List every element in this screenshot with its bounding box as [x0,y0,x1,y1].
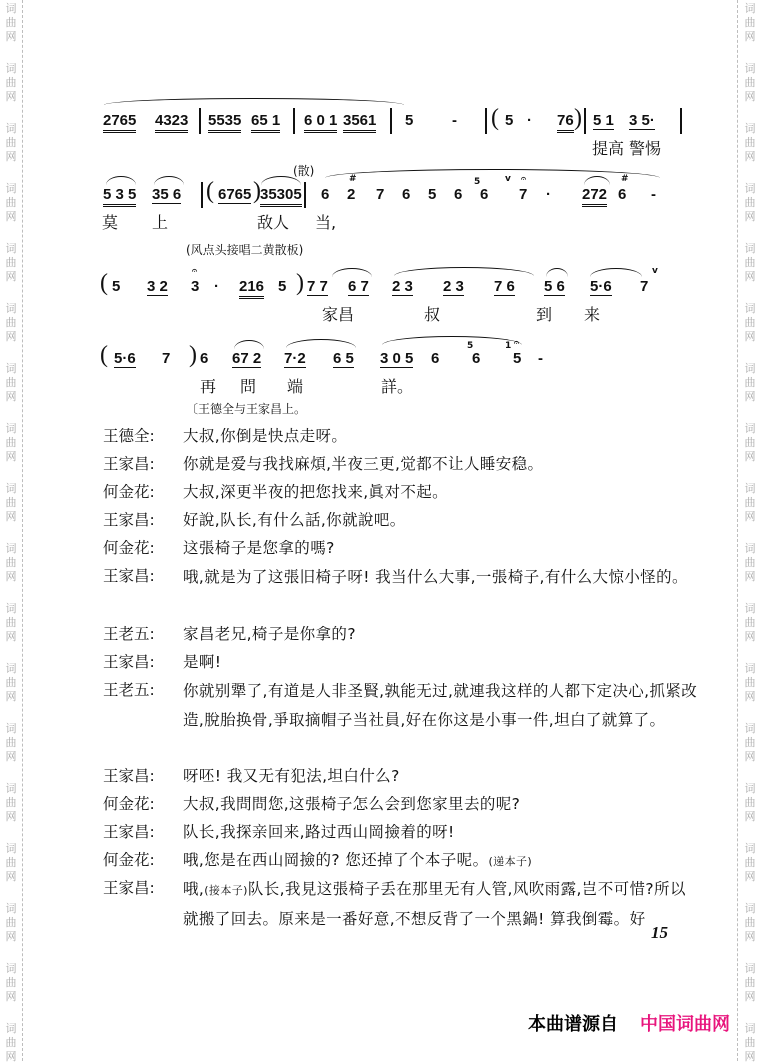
close-paren: ) [253,178,261,204]
dot: · [214,278,219,295]
watermark-text: 词 曲 网 [5,722,17,763]
lyric: 莫 [102,213,119,232]
note-group: 35305 [260,186,302,207]
dialogue-block [103,423,703,933]
note-group: 3 2 [147,278,168,295]
watermark-text: 词 曲 网 [5,422,17,463]
score-row-3 [100,268,700,328]
bar-line [199,108,201,134]
dialogue-line [103,875,703,933]
grace-note: 5 [474,177,481,187]
dash: - [538,350,543,367]
slur [332,268,372,277]
note-group: 272 [582,186,607,207]
note: 7 [376,186,385,203]
note-group: 6 5 [333,350,354,367]
speech-main: 哦,您是在西山岡撿的? 您还掉了个本子呢。 [183,851,489,869]
dialogue-line [103,479,703,507]
sharp-mark: # [349,174,357,184]
note: 6 [402,186,411,203]
lyric: 問 [240,377,257,396]
watermark-text: 词 曲 网 [5,62,17,103]
lyric: 上 [152,213,169,232]
slur [394,267,534,276]
note: 5 [505,112,514,129]
speaker-name: 王家昌: [103,567,155,585]
speech-text: 大叔,你倒是快点走呀。 [183,427,348,445]
note-group: 2 3 [443,278,464,295]
note: 6 [321,186,330,203]
watermark-text: 词 曲 网 [744,782,756,823]
note: 6 [200,350,209,367]
bar-line [201,182,203,208]
speaker-name: 王老五: [103,681,155,699]
bar-line [390,108,392,134]
note: 6 [480,186,489,203]
watermark-text: 词 曲 网 [744,842,756,883]
watermark-text: 词 曲 网 [744,182,756,223]
watermark-text: 词 曲 网 [5,602,17,643]
note-group: 5·6 [114,350,136,367]
lyric: 来 [584,305,601,324]
dialogue-line [103,451,703,479]
watermark-text: 词 曲 网 [744,62,756,103]
dialogue-line [103,847,703,875]
bar-line [680,108,682,134]
speech-text: 你就别犟了,有道是人非圣賢,孰能无过,就連我这样的人都下定决心,抓紧改造,脫胎换骨,爭取摘帽子当社員,好在你这是小事一件,坦白了就算了。 [183,682,698,729]
note-group: 7·2 [284,350,306,367]
lyric: 敌人 [257,213,290,232]
page-number: 15 [651,923,668,942]
score-instruction: (风点头接唱二黄散板) [186,243,304,257]
dialogue-line [103,791,703,819]
note: 7 [519,186,528,203]
fermata-mark: 𝄐 [521,174,527,184]
watermark-text: 词 曲 网 [744,1022,756,1063]
slur [286,339,356,348]
dialogue-line [103,563,703,621]
speaker-name: 何金花: [103,795,155,813]
note-group: 76 [557,112,574,133]
slur [154,176,184,185]
speech-text: 好說,队长,有什么話,你就說吧。 [183,511,406,529]
watermark-text: 词 曲 网 [5,782,17,823]
speaker-name: 王家昌: [103,653,155,671]
note: 7 [162,350,171,367]
score-row-1 [100,100,700,160]
breath-mark: v [652,266,658,276]
slur [546,268,568,277]
watermark-text: 词 曲 网 [5,2,17,43]
speaker-name: 王德全: [103,427,155,445]
note: 6 [472,350,481,367]
sharp-mark: # [621,174,629,184]
slur [382,336,522,345]
fermata-mark: 𝄐 [514,338,520,348]
phrase-slur [325,169,660,178]
watermark-text: 词 曲 网 [5,662,17,703]
lyric: 提高 [592,139,625,158]
speaker-name: 王家昌: [103,823,155,841]
lyric: 家昌 [322,305,355,324]
lyric: 到 [536,305,553,324]
speech-lead: 哦, [183,880,205,898]
source-footer [528,1010,730,1036]
watermark-text: 词 曲 网 [5,242,17,283]
note: 5 [278,278,287,295]
watermark-text: 词 曲 网 [5,542,17,583]
watermark-text: 词 曲 网 [744,962,756,1003]
note: 5 [513,350,522,367]
dialogue-line [103,621,703,649]
speaker-name: 何金花: [103,539,155,557]
speech-main: 队长,我見这張椅子丢在那里无有人管,风吹雨露,岂不可惜?所以就搬了回去。原来是一番好意,不想反背了一个黑鍋! 算我倒霉。好 [183,880,686,928]
close-paren: ) [189,342,197,368]
source-label: 本曲谱源自 [528,1014,618,1035]
open-paren: ( [100,342,108,368]
watermark-text: 词 曲 网 [744,482,756,523]
watermark-text: 词 曲 网 [744,362,756,403]
watermark-text: 词 曲 网 [744,602,756,643]
note: 5 [428,186,437,203]
watermark-text: 词 曲 网 [744,2,756,43]
lyric: 詳。 [381,377,414,396]
grace-note: 5 [467,341,474,351]
left-watermark-margin [0,0,23,1061]
watermark-text: 词 曲 网 [5,482,17,523]
watermark-text: 词 曲 网 [5,1022,17,1063]
dialogue-line [103,507,703,535]
speech-text: 这張椅子是您拿的嗎? [183,539,335,557]
dialogue-line [103,819,703,847]
note-group: 7 7 [307,278,328,295]
open-paren: ( [100,270,108,296]
speech-text: 你就是爱与我找麻煩,半夜三更,觉都不让人睡安稳。 [183,455,544,473]
stage-aside: (递本子) [488,855,533,868]
bar-line [304,182,306,208]
watermark-text: 词 曲 网 [744,242,756,283]
watermark-text: 词 曲 网 [744,902,756,943]
note-group: 3 5· [629,112,655,129]
speaker-name: 王家昌: [103,879,155,897]
speech-text [183,847,698,875]
fermata-mark: 𝄐 [192,266,198,276]
bar-line [485,108,487,134]
note: 6 [618,186,627,203]
speech-text: 大叔,深更半夜的把您找来,眞对不起。 [183,483,449,501]
dot: · [546,186,551,203]
watermark-text: 词 曲 网 [744,662,756,703]
note-group: 5535 [208,112,241,133]
note-group: 2 3 [392,278,413,295]
note-group: 67 2 [232,350,262,367]
open-paren: ( [206,178,214,204]
score-row-2 [100,164,700,232]
watermark-text: 词 曲 网 [744,542,756,583]
lyric: 当, [315,213,337,232]
speaker-name: 何金花: [103,851,155,869]
note-group: 216 [239,278,264,299]
speaker-name: 王老五: [103,625,155,643]
close-paren: ) [296,270,304,296]
lyric: 叔 [424,305,441,324]
score-row-4 [100,338,700,398]
speech-text [183,875,698,934]
note-group: 6765 [218,186,252,203]
watermark-text: 词 曲 网 [5,902,17,943]
close-paren: ) [574,105,582,131]
watermark-text: 词 曲 网 [5,182,17,223]
dash: - [452,112,457,129]
note-group: 6 0 1 [304,112,337,133]
note-group: 2765 [103,112,136,133]
lyric: 警惕 [629,139,662,158]
note-group: 5 1 [593,112,614,129]
right-watermark-margin [737,0,760,1061]
speaker-name: 王家昌: [103,455,155,473]
speech-text: 是啊! [183,653,222,671]
phrase-slur [104,98,404,105]
stage-direction: 〔王德全与王家昌上。 [186,402,307,416]
watermark-text: 词 曲 网 [5,842,17,883]
dialogue-line [103,423,703,451]
slur [590,268,642,277]
speaker-name: 王家昌: [103,511,155,529]
bar-line [584,108,586,134]
breath-mark: v [505,174,511,184]
note: 5 [405,112,414,129]
speech-text: 队长,我探亲回来,路过西山岡撿着的呀! [183,823,455,841]
watermark-text: 词 曲 网 [5,302,17,343]
dot: · [527,112,532,129]
stage-aside: (接本子) [204,884,248,897]
tempo-mark-free: (散) [293,164,315,178]
note: 6 [454,186,463,203]
note-group: 5 3 5 [103,186,136,207]
dash: - [651,186,656,203]
note: 5 [112,278,121,295]
watermark-text: 词 曲 网 [744,422,756,463]
watermark-text: 词 曲 网 [5,122,17,163]
speech-text: 哦,就是为了这張旧椅子呀! 我当什么大事,一張椅子,有什么大惊小怪的。 [183,568,688,586]
speaker-name: 何金花: [103,483,155,501]
note-group: 7 6 [494,278,515,295]
note: 3 [191,278,200,295]
watermark-text: 词 曲 网 [5,362,17,403]
note: 7 [640,278,649,295]
open-paren: ( [491,105,499,131]
dialogue-line [103,763,703,791]
speech-text: 家昌老兄,椅子是你拿的? [183,625,356,643]
note-group: 3 0 5 [380,350,414,367]
note: 2 [347,186,356,203]
note: 6 [431,350,440,367]
dialogue-line [103,535,703,563]
watermark-text: 词 曲 网 [5,962,17,1003]
grace-note: 1 [505,341,512,351]
note-group: 5·6 [590,278,612,295]
note-group: 5 6 [544,278,565,295]
lyric: 再 [200,377,217,396]
speaker-name: 王家昌: [103,767,155,785]
watermark-text: 词 曲 网 [744,302,756,343]
speech-text: 呀呸! 我又无有犯法,坦白什么? [183,767,400,785]
lyric: 端 [287,377,304,396]
watermark-text: 词 曲 网 [744,722,756,763]
note-group: 35 6 [152,186,182,203]
slur [106,176,136,185]
speech-text: 大叔,我問問您,这張椅子怎么会到您家里去的呢? [183,795,521,813]
note-group: 4323 [155,112,188,133]
bar-line [293,108,295,134]
note-group: 3561 [343,112,376,133]
slur [234,340,264,349]
note-group: 65 1 [251,112,280,133]
dialogue-line [103,649,703,677]
note-group: 6 7 [348,278,369,295]
brand-link[interactable]: 中国词曲网 [640,1014,730,1035]
dialogue-line [103,677,703,763]
watermark-text: 词 曲 网 [744,122,756,163]
